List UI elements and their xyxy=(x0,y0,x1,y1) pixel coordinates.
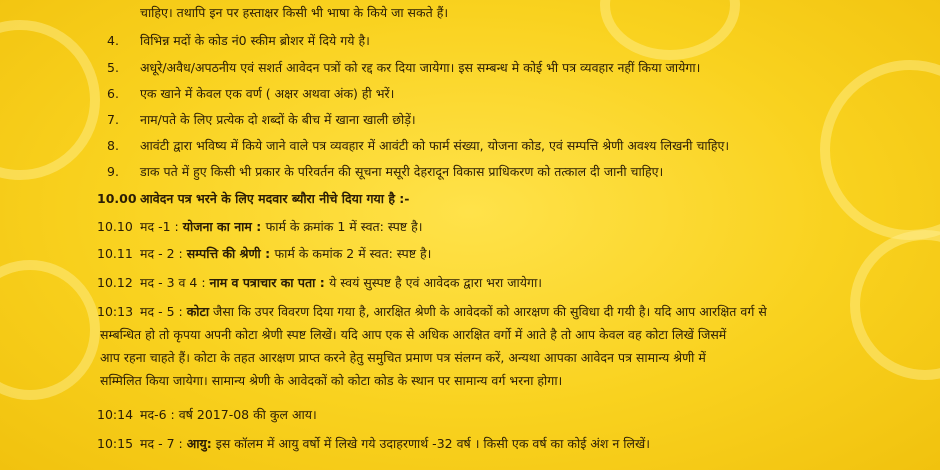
sub-item-number-kota: 10:13 xyxy=(97,304,134,319)
kota-line: आप रहना चाहते हैं। कोटा के तहत आरक्षण प्राप्त करने हेतु समुचित प्रमाण पत्र संलग्न करें, अन्यथा आपका आवेदन पत्र सामान्य श्रेणी में xyxy=(100,350,706,365)
sub-item-title: योजना का नाम : xyxy=(182,219,266,234)
item-text: नाम/पते के लिए प्रत्येक दो शब्दों के बीच में खाना खाली छोड़ें। xyxy=(140,112,416,127)
sub-item-text: फार्म के कमांक 2 में स्वत: स्पष्ट है। xyxy=(274,246,432,261)
item-number: 9. xyxy=(107,164,119,179)
sub-item-label: मद - 7 : xyxy=(140,436,187,451)
heading-text: आवेदन पत्र भरने के लिए मदवार ब्यौरा नीचे दिया गया है :- xyxy=(140,191,410,206)
sub-item-label: मद -1 : xyxy=(140,219,183,234)
kota-line: सम्बन्धित हो तो कृपया अपनी कोटा श्रेणी स्पष्ट लिखें। यदि आप एक से अधिक आरक्षित वर्गो में आते है तो आप केवल वह कोटा लिखें जिसमें xyxy=(100,327,727,342)
item-text: डाक पते में हुए किसी भी प्रकार के परिवर्तन की सूचना मसूरी देहरादून विकास प्राधिकरण को तत्काल दी जानी चाहिए। xyxy=(140,164,664,179)
item-number: 4. xyxy=(107,33,119,48)
sub-item-text: ये स्वयं सुस्पष्ट है एवं आवेदक द्वारा भरा जायेगा। xyxy=(329,275,543,290)
sub-item-text: इस कॉलम में आयु वर्षो में लिखे गये उदाहरणार्थ -32 वर्ष । किसी एक वर्ष का कोई अंश न लिखें। xyxy=(211,436,650,451)
sub-item-number: 10.11 xyxy=(97,246,133,261)
continuation-text: चाहिए। तथापि इन पर हस्ताक्षर किसी भी भाषा के किये जा सकते हैं। xyxy=(140,5,449,20)
sub-item-title: नाम व पत्राचार का पता : xyxy=(209,275,330,290)
sub-item-text: मद-6 : वर्ष 2017-08 की कुल आय। xyxy=(140,407,317,422)
kota-line: सम्मिलित किया जायेगा। सामान्य श्रेणी के आवेदकों को कोटा कोड के स्थान पर सामान्य वर्ग भरना होगा। xyxy=(100,373,563,388)
item-text: एक खाने में केवल एक वर्ण ( अक्षर अथवा अंक) ही भरें। xyxy=(140,86,395,101)
item-text: आवंटी द्वारा भविष्य में किये जाने वाले पत्र व्यवहार में आवंटी को फार्म संख्या, योजना कोड, एवं सम्पत्ति श्रेणी अवश्य लिखनी चाहिए। xyxy=(140,138,730,153)
sub-item-label: मद - 3 व 4 : xyxy=(140,275,210,290)
kota-label: मद - 5 : xyxy=(140,304,187,319)
sub-item-title: सम्पत्ति की श्रेणी : xyxy=(186,246,275,261)
sub-item-number: 10:14 xyxy=(97,407,134,422)
continuation-line xyxy=(140,5,448,21)
item-number: 6. xyxy=(107,86,119,101)
sub-item-number: 10.10 xyxy=(97,219,133,234)
item-number: 5. xyxy=(107,60,119,75)
item-text: अधूरे/अवैध/अपठनीय एवं सशर्त आवेदन पत्रों को रद्द कर दिया जायेगा। इस सम्बन्ध मे कोई भी पत्र व्यवहार नहीं किया जायेगा। xyxy=(140,60,701,75)
kota-title: कोटा xyxy=(186,304,210,319)
item-number: 7. xyxy=(107,112,119,127)
sub-item-number: 10.12 xyxy=(97,275,133,290)
item-text: विभिन्न मदों के कोड नं0 स्कीम ब्रोशर में दिये गये है। xyxy=(140,33,370,48)
sub-item-number: 10:15 xyxy=(97,436,134,451)
sub-item-text: फार्म के क्रमांक 1 में स्वत: स्पष्ट है। xyxy=(265,219,423,234)
kota-line: जैसा कि उपर विवरण दिया गया है, आरक्षित श्रेणी के आवेदकों को आरक्षण की सुविधा दी गयी है। यदि आप आरक्षित वर्ग से xyxy=(209,304,767,319)
sub-item-title: आयु: xyxy=(186,436,212,451)
heading-number: 10.00 xyxy=(97,191,137,206)
item-number: 8. xyxy=(107,138,119,153)
sub-item-label: मद - 2 : xyxy=(140,246,187,261)
